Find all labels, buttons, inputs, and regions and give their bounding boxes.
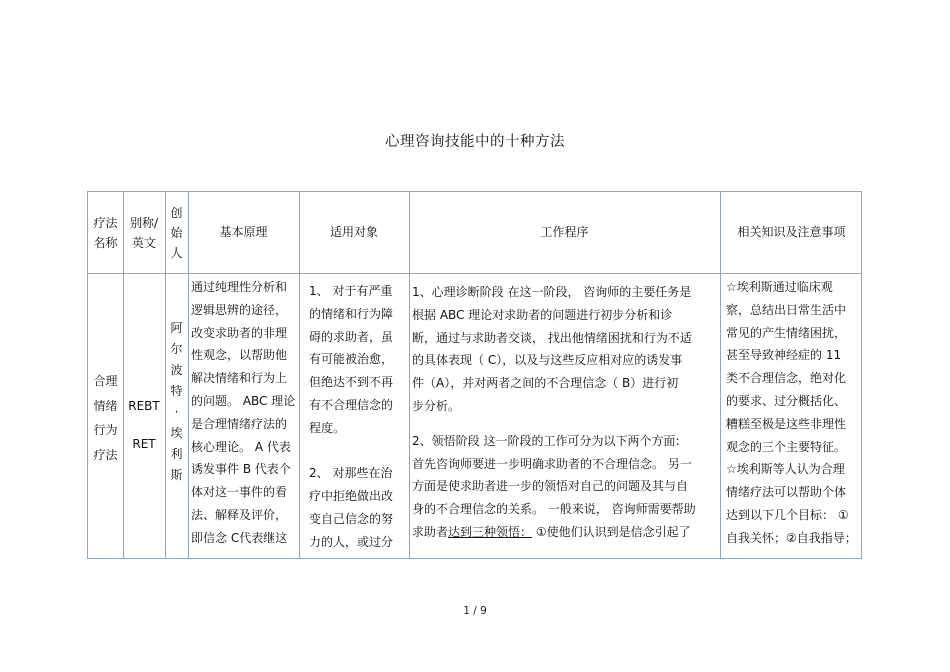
target-line: 力的人，或过分: [309, 534, 394, 549]
principle-line: 改变求助者的非理: [191, 325, 288, 340]
target-cell: [309, 280, 408, 554]
notes-line: 糟糕至极是这些非理性: [726, 416, 847, 431]
procedure-line: 根据 ABC 理论对求助者的问题进行初步分析和诊: [412, 307, 673, 322]
notes-line: 常见的产生情绪困扰，: [726, 325, 847, 340]
header-procedure: 工作程序: [540, 225, 589, 240]
therapy-name-cell: [88, 369, 123, 467]
header-row-divider: [88, 273, 861, 274]
procedure-last-line: [412, 521, 718, 544]
target-line: 但绝达不到不再: [309, 375, 394, 390]
header-text: 英文: [131, 235, 156, 250]
procedure-line: 方面是使求助者进一步的领悟对自己的问题及其与自: [412, 479, 689, 494]
procedure-line: 断，通过与求助者交谈， 找出他情绪困扰和行为不适: [412, 330, 692, 345]
header-therapy-name: [88, 192, 123, 273]
target-line: 碍的求助者，虽: [309, 329, 394, 344]
procedure-text: 求助者: [412, 524, 449, 539]
principle-line: 体对这一事件的看: [191, 485, 288, 500]
therapy-name-line: 疗法: [93, 447, 118, 462]
notes-line: 的要求、过分概括化、: [726, 393, 847, 408]
principle-line: 是合理情绪疗法的: [191, 416, 288, 431]
header-char: 始: [170, 225, 183, 240]
founder-char: 波: [170, 363, 183, 377]
founder-char: 埃: [170, 426, 183, 440]
principle-line: 解决情绪和行为上: [191, 371, 288, 386]
header-text: 别称/: [129, 215, 159, 230]
notes-line: 自我关怀；②自我指导；: [726, 530, 857, 545]
principle-cell: [191, 276, 298, 550]
target-line: 2、 对那些在治: [309, 466, 393, 481]
alias-cell: [123, 387, 165, 463]
founder-char: ·: [174, 405, 179, 419]
target-line: 的情绪和行为障: [309, 306, 394, 321]
notes-line: 察，总结出日常生活中: [726, 302, 847, 317]
notes-line: 类不合理信念，绝对化: [726, 371, 847, 386]
header-principle: 基本原理: [219, 225, 268, 240]
header-founder-chars: [170, 203, 182, 263]
procedure-line: 1、心理诊断阶段 在这一阶段， 咨询师的主要任务是: [412, 285, 692, 299]
principle-line: 通过纯理性分析和: [191, 280, 288, 294]
procedure-line: 件（A），并对两者之间的不合理信念（ B）进行初: [412, 376, 679, 391]
header-char: 人: [170, 245, 183, 260]
target-line: 1、 对于有严重: [309, 284, 393, 298]
page-number: 1 / 9: [463, 605, 487, 617]
notes-line: ☆埃利斯等人认为合理: [726, 462, 845, 477]
header-notes: 相关知识及注意事项: [737, 225, 846, 240]
procedure-line: 步分析。: [412, 398, 461, 413]
procedure-line: 身的不合理信念的关系。 一般来说， 咨询师需要帮助: [412, 502, 696, 517]
alias-line: RET: [132, 437, 156, 451]
notes-cell: [726, 276, 861, 550]
procedure-line: 首先咨询师要进一步明确求助者的不合理信念。 另一: [412, 456, 692, 471]
founder-cell: [165, 318, 188, 486]
header-alias: [123, 192, 165, 273]
founder-char: 斯: [170, 468, 183, 482]
principle-line: 即信念 C代表继这: [191, 530, 288, 545]
notes-line: ☆埃利斯通过临床观: [726, 280, 833, 294]
procedure-step-2: [412, 430, 718, 521]
notes-line: 观念的三个主要特征。: [726, 439, 847, 454]
target-line: 有不合理信念的: [309, 397, 394, 412]
procedure-line: 的具体表现（ C），以及与这些反应相对应的诱发事: [412, 353, 683, 368]
notes-line: 情绪疗法可以帮助个体: [726, 485, 847, 500]
notes-line: 甚至导致神经症的 11: [726, 348, 842, 363]
procedure-underlined-text: 达到三种领悟：: [448, 524, 533, 539]
procedure-text: ①使他们认识到是信念引起了: [532, 524, 691, 539]
principle-line: 逻辑思辨的途径，: [191, 302, 288, 317]
target-line: [309, 440, 408, 463]
principle-line: 核心理论。 A 代表: [191, 439, 291, 454]
procedure-cell: [412, 281, 718, 544]
procedure-line: 2、领悟阶段 这一阶段的工作可分为以下两个方面:: [412, 433, 680, 448]
target-line: 疗中拒绝做出改: [309, 489, 394, 504]
founder-char: 利: [170, 447, 183, 461]
header-founder: [165, 192, 188, 273]
header-char: 创: [170, 205, 183, 220]
principle-line: 诱发事件 B 代表个: [191, 462, 291, 477]
header-text: 名称: [93, 235, 118, 250]
founder-char: 特: [170, 384, 183, 398]
therapy-name-line: 行为: [93, 423, 118, 437]
header-target: 适用对象: [329, 225, 378, 240]
principle-line: 的问题。 ABC 理论: [191, 393, 296, 408]
header-text: 疗法: [93, 215, 118, 230]
document-title: 心理咨询技能中的十种方法: [385, 134, 565, 150]
founder-char: 阿: [170, 321, 183, 335]
principle-line: 法、解释及评价，: [191, 507, 288, 522]
notes-line: 达到以下几个目标： ①: [726, 507, 849, 522]
procedure-step-1: [412, 281, 718, 418]
founder-char: 尔: [170, 342, 183, 356]
therapy-name-line: 合理: [93, 374, 118, 388]
target-line: 变自己信念的努: [309, 511, 394, 526]
principle-line: 性观念，以帮助他: [191, 348, 288, 363]
target-line: 有可能被治愈，: [309, 352, 394, 367]
target-line: 程度。: [309, 420, 346, 435]
therapy-name-line: 情绪: [93, 398, 118, 413]
methods-table: [87, 191, 862, 559]
alias-line: REBT: [128, 399, 160, 413]
